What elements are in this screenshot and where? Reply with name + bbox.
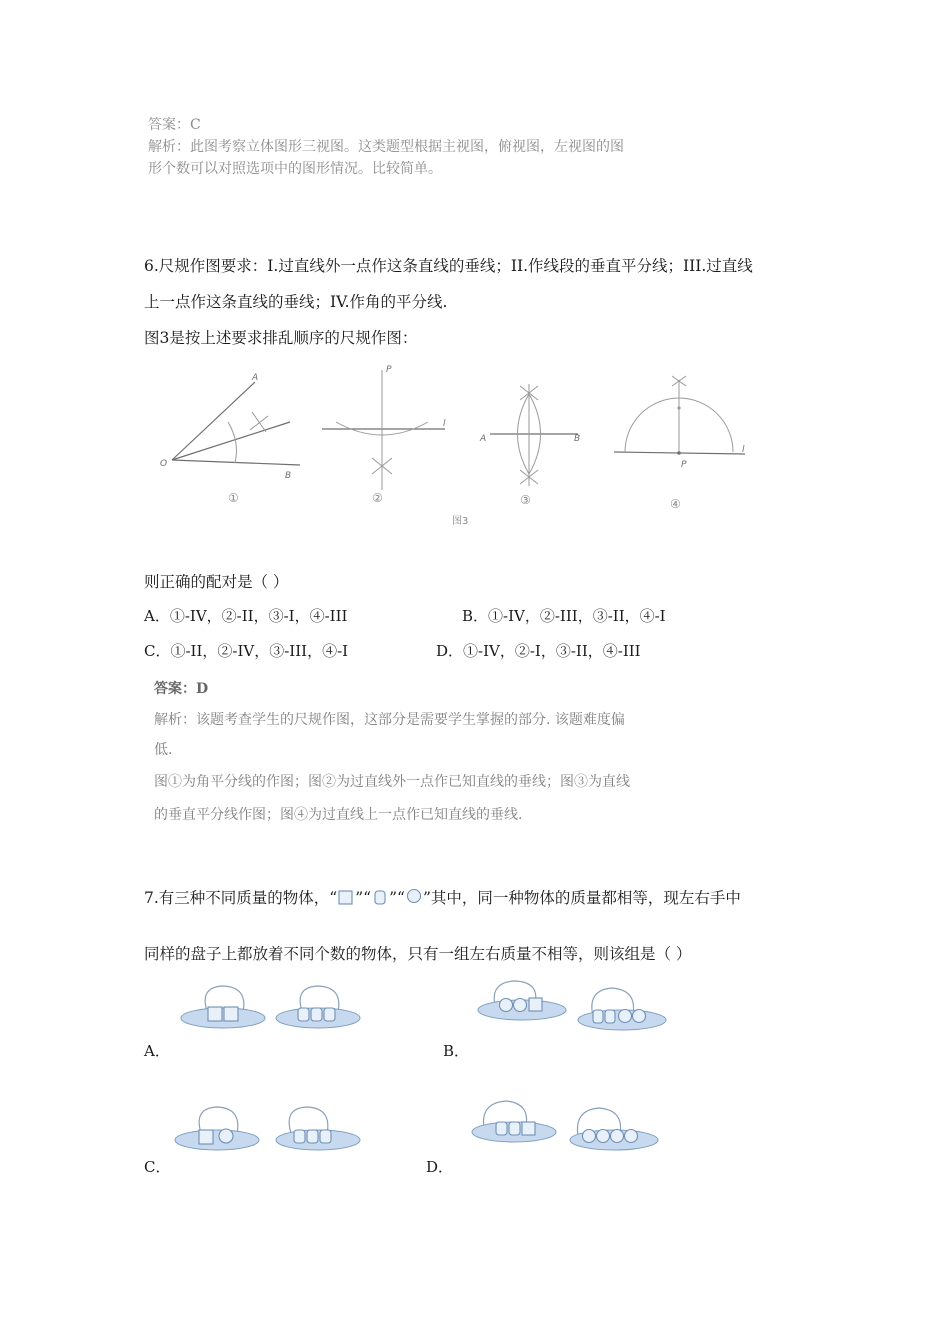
label-l: l [443,419,446,429]
q6-option-c[interactable]: C．①-II，②-IV，③-III，④-I [144,642,349,660]
q7-option-d-label[interactable]: D． [426,1158,454,1176]
svg-text:P: P [681,460,687,470]
q7-option-c-image [172,1102,372,1162]
q6-line1: 6.尺规作图要求：I.过直线外一点作这条直线的垂线；II.作线段的垂直平分线；III.过直线 [144,257,753,275]
q6-option-a[interactable]: A．①-IV，②-II，③-I，④-III [144,607,348,625]
q6-line2: 上一点作这条直线的垂线；IV.作角的平分线. [144,293,448,311]
svg-text:B: B [574,434,581,444]
q6-option-d[interactable]: D．①-IV，②-I，③-II，④-III [436,642,641,660]
subfig-4-perpendicular-on-line [614,376,745,511]
svg-text:l: l [742,445,745,455]
subfig-3-perp-bisector [479,384,580,507]
ball-object-icon [405,888,423,910]
q6-prompt: 则正确的配对是（ ） [144,573,289,591]
q7-option-c-label[interactable]: C． [144,1158,171,1176]
label-B: B [285,471,292,481]
figure-caption: 图3 [452,516,469,527]
q6-analysis-line3: 图①为角平分线的作图；图②为过直线外一点作已知直线的垂线；图③为直线 [154,774,630,790]
subfig-1-label: ① [228,491,239,505]
q6-line3: 图3是按上述要求排乱顺序的尺规作图： [144,329,418,347]
q7-line1: 7.有三种不同质量的物体，“ ”“ ”“ ”其中，同一种物体的质量都相等，现左右手中 [144,886,741,910]
subfig-1-angle-bisector [160,373,300,505]
q7-option-a-label[interactable]: A． [144,1042,170,1060]
q6-answer: 答案：D [154,681,209,697]
q7-option-b-image [475,978,675,1043]
label-O: O [160,459,168,469]
label-A: A [252,373,259,383]
prev-answer: 答案：C [148,117,201,133]
q7-option-a-image [178,982,378,1042]
cube-object-icon [337,888,355,910]
subfig-4-label: ④ [670,497,681,511]
q7-option-d-image [466,1098,666,1160]
q7-line2: 同样的盘子上都放着不同个数的物体，只有一组左右质量不相等，则该组是（ ） [144,945,692,963]
subfig-2-perpendicular-external [322,365,446,505]
q6-option-b[interactable]: B．①-IV，②-III，③-II，④-I [462,607,666,625]
q6-figure [140,360,780,535]
cylinder-object-icon [371,888,389,910]
subfig-3-label: ③ [520,493,531,507]
prev-analysis-line1: 解析：此图考察立体图形三视图。这类题型根据主视图，俯视图，左视图的图 [148,139,624,155]
q6-analysis-line2: 低. [154,742,173,758]
q7-option-b-label[interactable]: B． [443,1042,470,1060]
label-P: P [386,365,392,375]
prev-analysis-line2: 形个数可以对照选项中的图形情况。比较简单。 [148,161,442,177]
subfig-2-label: ② [372,491,383,505]
svg-text:A: A [480,434,487,444]
q6-analysis-line4: 的垂直平分线作图；图④为过直线上一点作已知直线的垂线. [154,807,523,823]
q6-analysis-line1: 解析：该题考查学生的尺规作图，这部分是需要学生掌握的部分. 该题难度偏 [154,712,625,728]
